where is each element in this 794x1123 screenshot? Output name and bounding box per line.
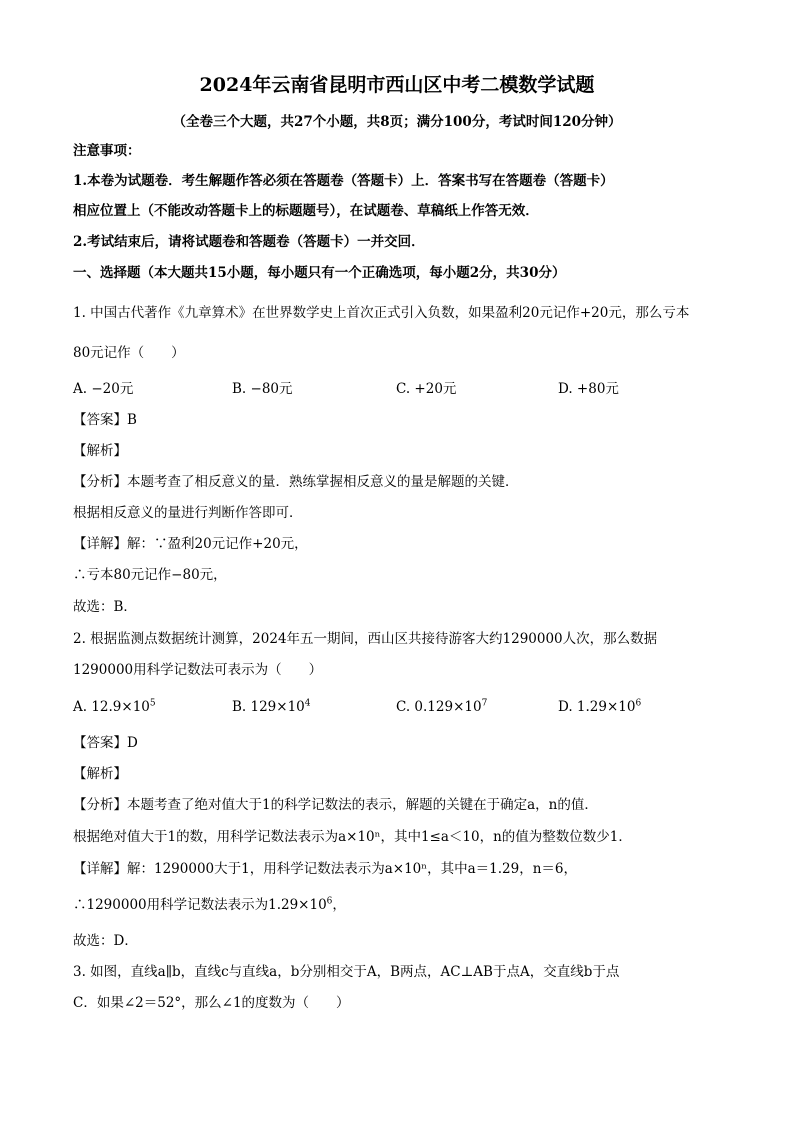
q1-choice: 故选：B． xyxy=(73,599,137,615)
q1-option-b: B. −80元 xyxy=(232,381,293,397)
q1-stem-line-2: 80元记作（ ） xyxy=(73,345,185,361)
q1-answer: 【答案】B xyxy=(73,412,137,428)
q3-stem-line-1: 3. 如图，直线a∥b，直线c与直线a，b分别相交于A，B两点，AC⊥AB于点A，交直线b于点 xyxy=(73,964,620,980)
q1-stem-line-1: 1. 中国古代著作《九章算术》在世界数学史上首次正式引入负数，如果盈利20元记作+20元，那么亏本 xyxy=(73,305,690,321)
q2-detail: 【详解】解：1290000大于1，用科学记数法表示为a×10ⁿ，其中a＝1.29，n＝6， xyxy=(73,861,577,877)
notice-item-2: 2.考试结束后，请将试题卷和答题卷（答题卡）一并交回． xyxy=(73,234,425,250)
q1-option-c: C. +20元 xyxy=(396,381,457,397)
q2-stem-line-2: 1290000用科学记数法可表示为（ ） xyxy=(73,662,323,678)
q1-detail: 【详解】解：∵盈利20元记作+20元， xyxy=(73,536,308,552)
notice-item-1-line-1: 1.本卷为试题卷．考生解题作答必须在答题卷（答题卡）上．答案书写在答题卷（答题卡） xyxy=(73,173,614,189)
q2-option-a: A. $12.9\times 10^5$ xyxy=(73,698,156,715)
notice-heading: 注意事项： xyxy=(73,143,141,159)
page-subtitle: （全卷三个大题，共27个小题，共8页；满分100分，考试时间120分钟） xyxy=(172,114,622,130)
q2-option-c: C. $0.129\times 10^7$ xyxy=(396,698,488,715)
section-heading: 一、选择题（本大题共15小题，每小题只有一个正确选项，每小题2分，共30分） xyxy=(73,265,566,281)
q2-analysis-2: 根据绝对值大于1的数，用科学记数法表示为a×10ⁿ，其中1≤a＜10，n的值为整数位数少1． xyxy=(73,829,632,845)
q1-analysis: 【分析】本题考查了相反意义的量．熟练掌握相反意义的量是解题的关键． xyxy=(73,474,519,490)
q1-analysis-label: 【解析】 xyxy=(73,443,127,459)
q1-option-d: D. +80元 xyxy=(558,381,619,397)
q2-detail-2: ∴1290000用科学记数法表示为$1.29\times 10^6$， xyxy=(73,896,346,913)
q3-stem-line-2: C．如果∠2＝52°，那么∠1的度数为（ ） xyxy=(73,995,350,1011)
q2-option-b: B. $129\times 10^4$ xyxy=(232,698,311,715)
q1-option-a: A. −20元 xyxy=(73,381,134,397)
q1-analysis-2: 根据相反意义的量进行判断作答即可． xyxy=(73,505,303,521)
notice-item-1-line-2: 相应位置上（不能改动答题卡上的标题题号），在试题卷、草稿纸上作答无效． xyxy=(73,203,539,219)
q2-answer: 【答案】D xyxy=(73,735,138,751)
q2-stem-line-1: 2. 根据监测点数据统计测算，2024年五一期间，西山区共接待游客大约1290000人次，那么数据 xyxy=(73,631,658,647)
q1-detail-2: ∴亏本80元记作−80元， xyxy=(73,567,227,583)
q2-choice: 故选：D． xyxy=(73,933,138,949)
q2-analysis: 【分析】本题考查了绝对值大于1的科学记数法的表示，解题的关键在于确定a，n的值． xyxy=(73,797,598,813)
page-title: 2024年云南省昆明市西山区中考二模数学试题 xyxy=(199,74,595,96)
q2-analysis-label: 【解析】 xyxy=(73,766,127,782)
q2-option-d: D. $1.29\times 10^6$ xyxy=(558,698,642,715)
